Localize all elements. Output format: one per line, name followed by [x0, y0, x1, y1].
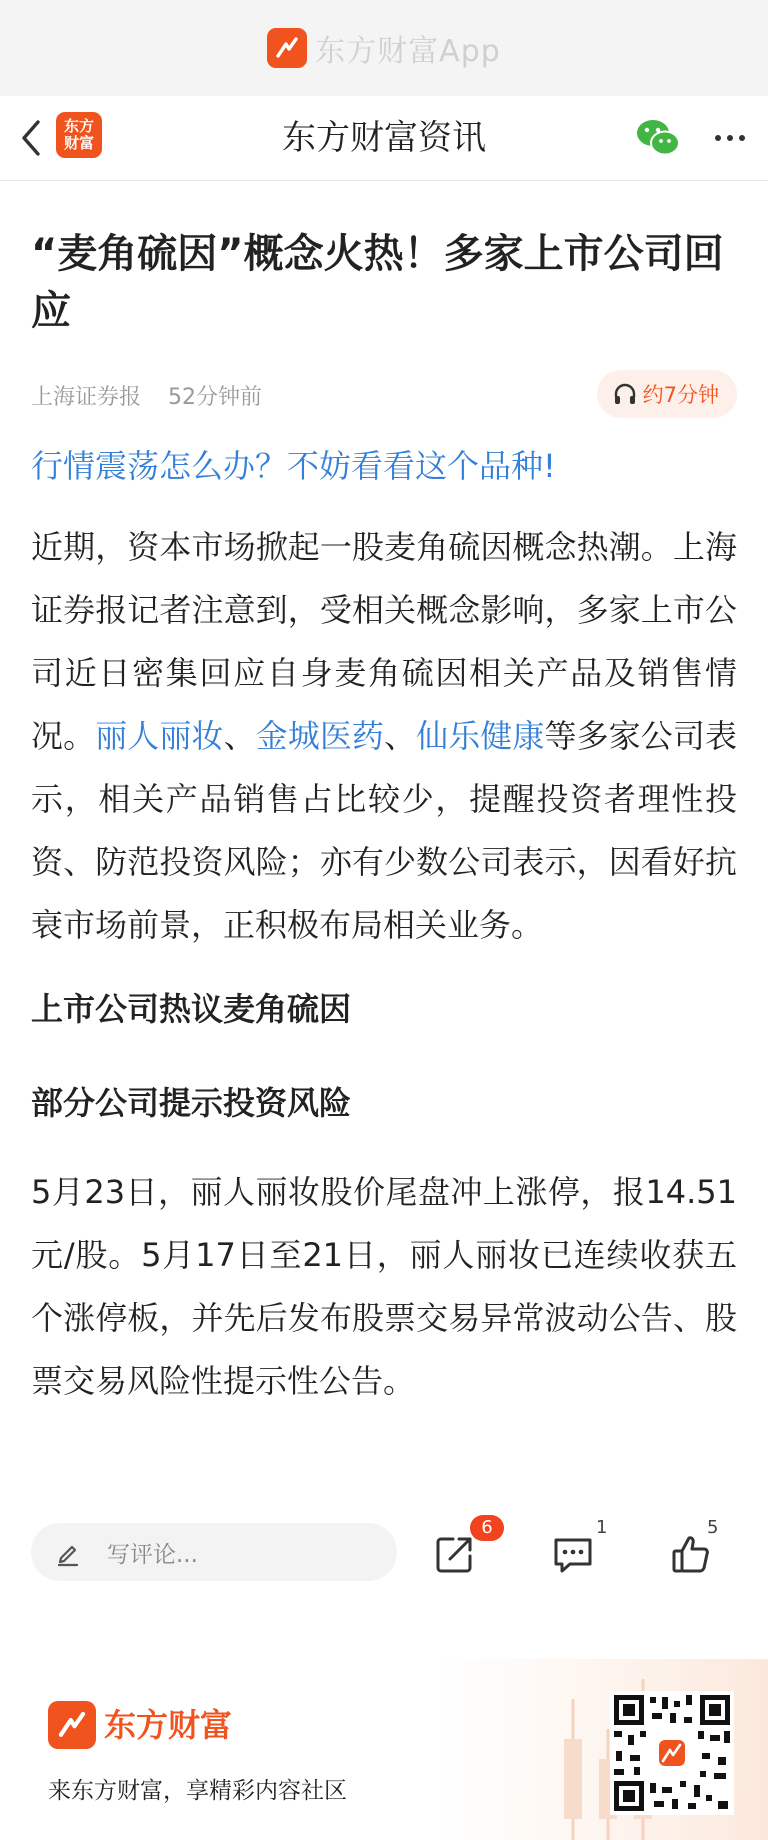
comment-input[interactable] — [31, 1523, 397, 1581]
page-title: 东方财富资讯 — [282, 118, 486, 158]
comments-button[interactable] — [550, 1531, 596, 1577]
promo-link[interactable]: 行情震荡怎么办？不妨看看这个品种! — [31, 447, 556, 485]
qr-code-icon — [610, 1691, 734, 1815]
article — [31, 180, 737, 1413]
separator: 、 — [223, 717, 256, 755]
footer-promo[interactable] — [0, 1599, 768, 1840]
listen-audio-button[interactable] — [597, 370, 737, 418]
source-logo-line2: 财富 — [63, 134, 94, 152]
app-banner-text: 东方财富App — [315, 34, 501, 69]
article-meta — [31, 370, 737, 418]
stock-link-lirenlizhuang[interactable]: 丽人丽妆 — [95, 717, 224, 755]
stock-link-jinchengyiyao[interactable]: 金城医药 — [255, 717, 385, 755]
audio-duration: 约7分钟 — [642, 383, 719, 407]
article-source[interactable]: 上海证券报 — [31, 385, 142, 410]
nav-bar — [0, 96, 768, 181]
back-button[interactable] — [16, 116, 46, 160]
section-heading: 上市公司热议麦角硫因 — [31, 990, 352, 1028]
section-heading: 部分公司提示投资风险 — [31, 1084, 352, 1122]
separator: 、 — [384, 717, 417, 755]
app-logo-icon — [267, 28, 307, 68]
source-logo[interactable] — [56, 112, 102, 158]
like-count: 5 — [707, 1517, 719, 1538]
article-paragraph — [31, 516, 737, 957]
comment-count: 1 — [596, 1517, 608, 1538]
bottom-action-bar — [0, 1507, 768, 1599]
share-button[interactable] — [432, 1531, 478, 1577]
comment-placeholder: 写评论... — [107, 1541, 198, 1568]
share-icon — [432, 1531, 478, 1577]
wechat-icon — [634, 116, 682, 160]
brand-logo-icon — [48, 1701, 96, 1749]
app-banner[interactable] — [0, 0, 768, 96]
wechat-share-button[interactable] — [634, 116, 682, 160]
article-title: “麦角硫因”概念火热！多家上市公司回应 — [31, 231, 724, 334]
share-count-badge: 6 — [470, 1515, 504, 1541]
article-time: 52分钟前 — [168, 385, 262, 410]
source-logo-line1: 东方 — [63, 117, 94, 135]
footer-slogan: 来东方财富，享精彩内容社区 — [48, 1778, 347, 1804]
article-paragraph: 5月23日，丽人丽妆股价尾盘冲上涨停，报14.51元/股。5月17日至21日，丽人丽妆已连续收获五个涨停板，并先后发布股票交易异常波动公告、股票交易风险性提示性公告。 — [31, 1173, 737, 1400]
footer-brand: 东方财富 — [104, 1706, 233, 1744]
pencil-icon — [53, 1537, 83, 1567]
paragraph-text: 近期，资本市场掀起一股麦角硫因概念热潮。上海证券报记者注意到，受相关概念影响，多家上市公司近日密集回应自身麦角硫因相关产品及销售情况。 — [31, 528, 737, 755]
paragraph-text: 等多家公司表示，相关产品销售占比较少，提醒投资者理性投资、防范投资风险；亦有少数公司表示，因看好抗衰市场前景，正积极布局相关业务。 — [31, 717, 737, 944]
more-dots-icon — [715, 135, 721, 141]
stock-link-xianlejiankang[interactable]: 仙乐健康 — [416, 717, 545, 755]
comment-bubble-icon — [550, 1531, 596, 1577]
headphones-icon — [613, 383, 637, 405]
chevron-left-icon — [20, 119, 42, 157]
more-button[interactable] — [706, 116, 754, 160]
